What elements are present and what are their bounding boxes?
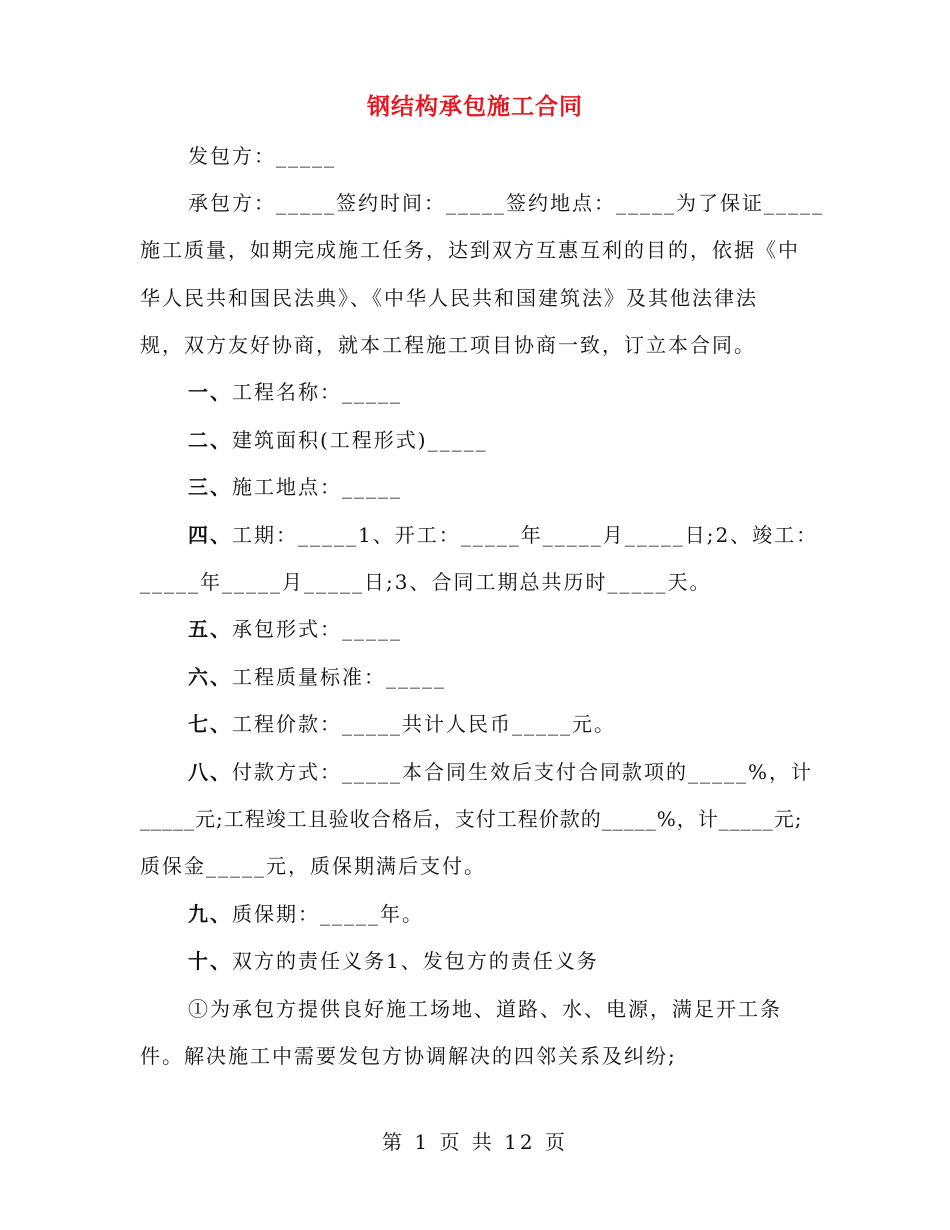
clause-number: 七、 bbox=[188, 712, 232, 736]
preamble-line-1: 施工质量，如期完成施工任务，达到双方互惠互利的目的，依据《中 bbox=[140, 238, 800, 262]
clause-5: 五、承包形式：_____ bbox=[188, 617, 402, 641]
document-title: 钢结构承包施工合同 bbox=[367, 93, 583, 120]
preamble-line-3: 规，双方友好协商，就本工程施工项目协商一致，订立本合同。 bbox=[140, 333, 756, 357]
clause-8-cont-1: _____元;工程竣工且验收合格后，支付工程价款的_____%，计_____元; bbox=[140, 807, 803, 831]
clause-10-item-1: ①为承包方提供良好施工场地、道路、水、电源，满足开工条 bbox=[188, 997, 782, 1021]
party-a-line: 发包方：_____ bbox=[188, 144, 336, 168]
clause-number: 三、 bbox=[188, 475, 232, 499]
preamble-line-2: 华人民共和国民法典》、《中华人民共和国建筑法》及其他法律法 bbox=[140, 286, 758, 310]
clause-number: 一、 bbox=[188, 380, 232, 404]
clause-number: 二、 bbox=[188, 428, 232, 452]
clause-6: 六、工程质量标准：_____ bbox=[188, 665, 446, 689]
clause-9: 九、质保期：_____年。 bbox=[188, 902, 424, 926]
clause-2: 二、建筑面积(工程形式)_____ bbox=[188, 428, 488, 452]
clause-3: 三、施工地点：_____ bbox=[188, 475, 402, 499]
page-footer: 第 1 页 共 12 页 bbox=[382, 1130, 568, 1154]
clause-8: 八、付款方式：_____本合同生效后支付合同款项的_____%，计 bbox=[188, 760, 814, 784]
clause-7: 七、工程价款：_____共计人民币_____元。 bbox=[188, 712, 616, 736]
clause-8-cont-2: 质保金_____元，质保期满后支付。 bbox=[140, 854, 486, 878]
clause-number: 五、 bbox=[188, 617, 232, 641]
clause-number: 十、 bbox=[188, 949, 232, 973]
clause-4-cont: _____年_____月_____日;3、合同工期总共历时_____天。 bbox=[140, 570, 712, 594]
clause-number: 九、 bbox=[188, 902, 232, 926]
clause-10: 十、双方的责任义务1、发包方的责任义务 bbox=[188, 949, 599, 973]
clause-number: 八、 bbox=[188, 760, 232, 784]
clause-number: 四、 bbox=[188, 523, 232, 547]
clause-1: 一、工程名称：_____ bbox=[188, 380, 402, 404]
clause-number: 六、 bbox=[188, 665, 232, 689]
clause-4: 四、工期：_____1、开工：_____年_____月_____日;2、竣工： bbox=[188, 523, 819, 547]
clause-10-item-1-cont: 件。解决施工中需要发包方协调解决的四邻关系及纠纷; bbox=[140, 1044, 677, 1068]
party-b-line: 承包方：_____签约时间：_____签约地点：_____为了保证_____ bbox=[188, 191, 824, 215]
